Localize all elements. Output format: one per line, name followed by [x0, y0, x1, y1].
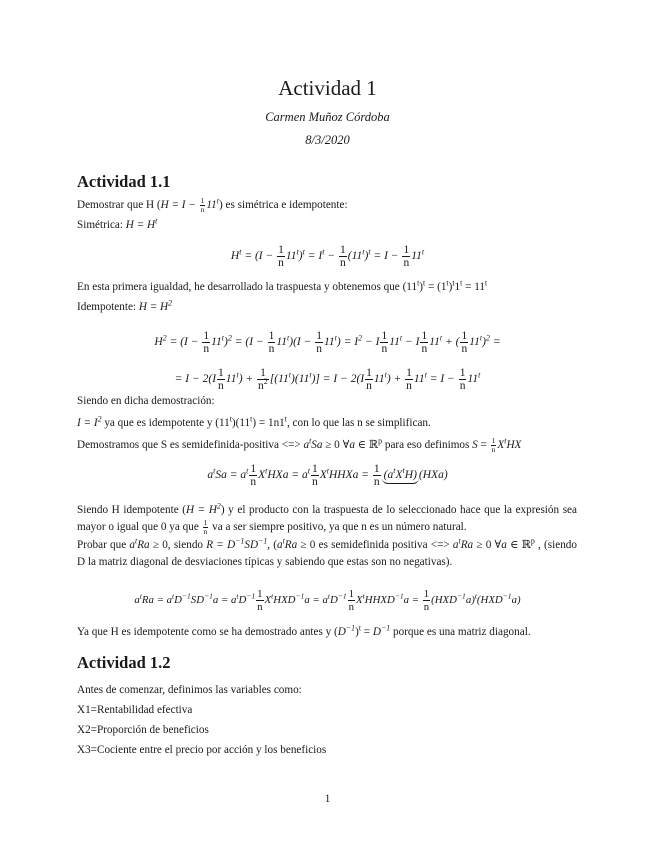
document-title: Actividad 1: [278, 76, 377, 100]
equation-symmetric: $H^t = (I$ − $\frac{1}{n}$ $11^t)^t = I^t$ − $\frac{1}{n}$ $(11^t)^t = I$ − $\frac{1}{n}$ 11$^t$: [230, 244, 425, 269]
variable-x3: X3=Cociente entre el precio por acción y los beneficios: [77, 744, 327, 756]
equation-idempotent-2: = I − 2(I $\frac{1}{n}$ $11^t$) + $\frac{1}{n^2}$ $[(11^t)(11^t)] = I - 2(I$ $\frac{1}{n}$ $11^t$) + $\frac{1}{n}$ $11^t = I$ − $\frac{1}{n}$ 11$^t$: [174, 367, 481, 392]
paragraph-intro: Demostrar que H (H = I − $\frac{1}{n}$ 11$^t$) es simétrica e idempotente:: [77, 196, 348, 214]
section-heading-1-1: Actividad 1.1: [77, 172, 171, 191]
paragraph-proof-label: Siendo en dicha demostración:: [77, 395, 215, 407]
paragraph-s-note: Siendo H idempotente $(H = H^2)$ y el producto con la traspuesta de lo seleccionado hace que la expresión sea mayor o igual que 0 ya que $\frac{1}{n}$ va a ser siempre positivo, ya que n es un número natural.: [77, 501, 577, 536]
paragraph-idempotent-label: Idempotente: $H = H^2$: [77, 298, 173, 313]
paragraph-semidefinite: Demostramos que S es semidefinida-positiva <=> $a^tSa \ge 0$ ∀a ∈ ℝ$^p$ para eso definimos S = $\frac{1}{n}$ $X^tHX$: [77, 436, 522, 454]
section-heading-1-2: Actividad 1.2: [77, 653, 171, 672]
paragraph-symmetric-label: Simétrica: $H = H^t$: [77, 216, 158, 231]
document-author: Carmen Muñoz Córdoba: [265, 110, 390, 124]
paragraph-symmetric-note: En esta primera igualdad, he desarrollado la traspuesta y obtenemos que $(11^t)^t = (1^t)^t1^t = 11^t$: [77, 278, 488, 293]
paragraph-proof-note: $I = I^2$ ya que es idempotente y $(11^t)(11^t) = 1n1^t$, con lo que las n se simplifican.: [77, 414, 431, 429]
equation-s: $a^tSa = a^t$ $\frac{1}{n}$ $X^tHXa = a^t$ $\frac{1}{n}$ $X^tHHXa$ = $\frac{1}{n}$ $(a^tX^tH)$ (HXa): [207, 463, 448, 488]
equation-idempotent-1: $H^2 = (I$ − $\frac{1}{n}$ $11^t)^2 = (I$ − $\frac{1}{n}$ $11^t)(I$ − $\frac{1}{n}$ $11^t) = I^2 - I$ $\frac{1}{n}$ $11^t - I$ $\frac{1}{n}$ $11^t$ + ( $\frac{1}{n}$ $11^t)^2$ =: [154, 330, 501, 355]
paragraph-variables-intro: Antes de comenzar, definimos las variables como:: [77, 684, 302, 696]
page-number: 1: [324, 793, 331, 805]
paragraph-r-conclusion: Ya que H es idempotente como se ha demostrado antes y $(D^{-1})^t = D^{-1}$ porque es una matriz diagonal.: [77, 623, 531, 638]
equation-r: $a^tRa = a^tD^{-1}SD^{-1}a = a^tD^{-1}$ $\frac{1}{n}$ $X^tHXD^{-1}a = a^tD^{-1}$ $\frac{1}{n}$ $X^tHHXD^{-1}a$ = $\frac{1}{n}$ $(HXD^{-1}a)^t(HXD^{-1}a)$: [134, 588, 521, 613]
paragraph-r-note: Probar que $a^tRa \ge 0$, siendo $R = D^{-1}SD^{-1}$, ($a^tRa \ge 0$ es semidefinida positiva <=> $a^tRa \ge 0$ ∀a ∈ ℝ$^p$ , (siendo D la matriz diagonal de desviaciones típicas y sabiendo que estas son no negativas).: [77, 536, 577, 568]
document-date: 8/3/2020: [305, 133, 350, 147]
variable-x2: X2=Proporción de beneficios: [77, 724, 209, 736]
variable-x1: X1=Rentabilidad efectiva: [77, 704, 193, 716]
